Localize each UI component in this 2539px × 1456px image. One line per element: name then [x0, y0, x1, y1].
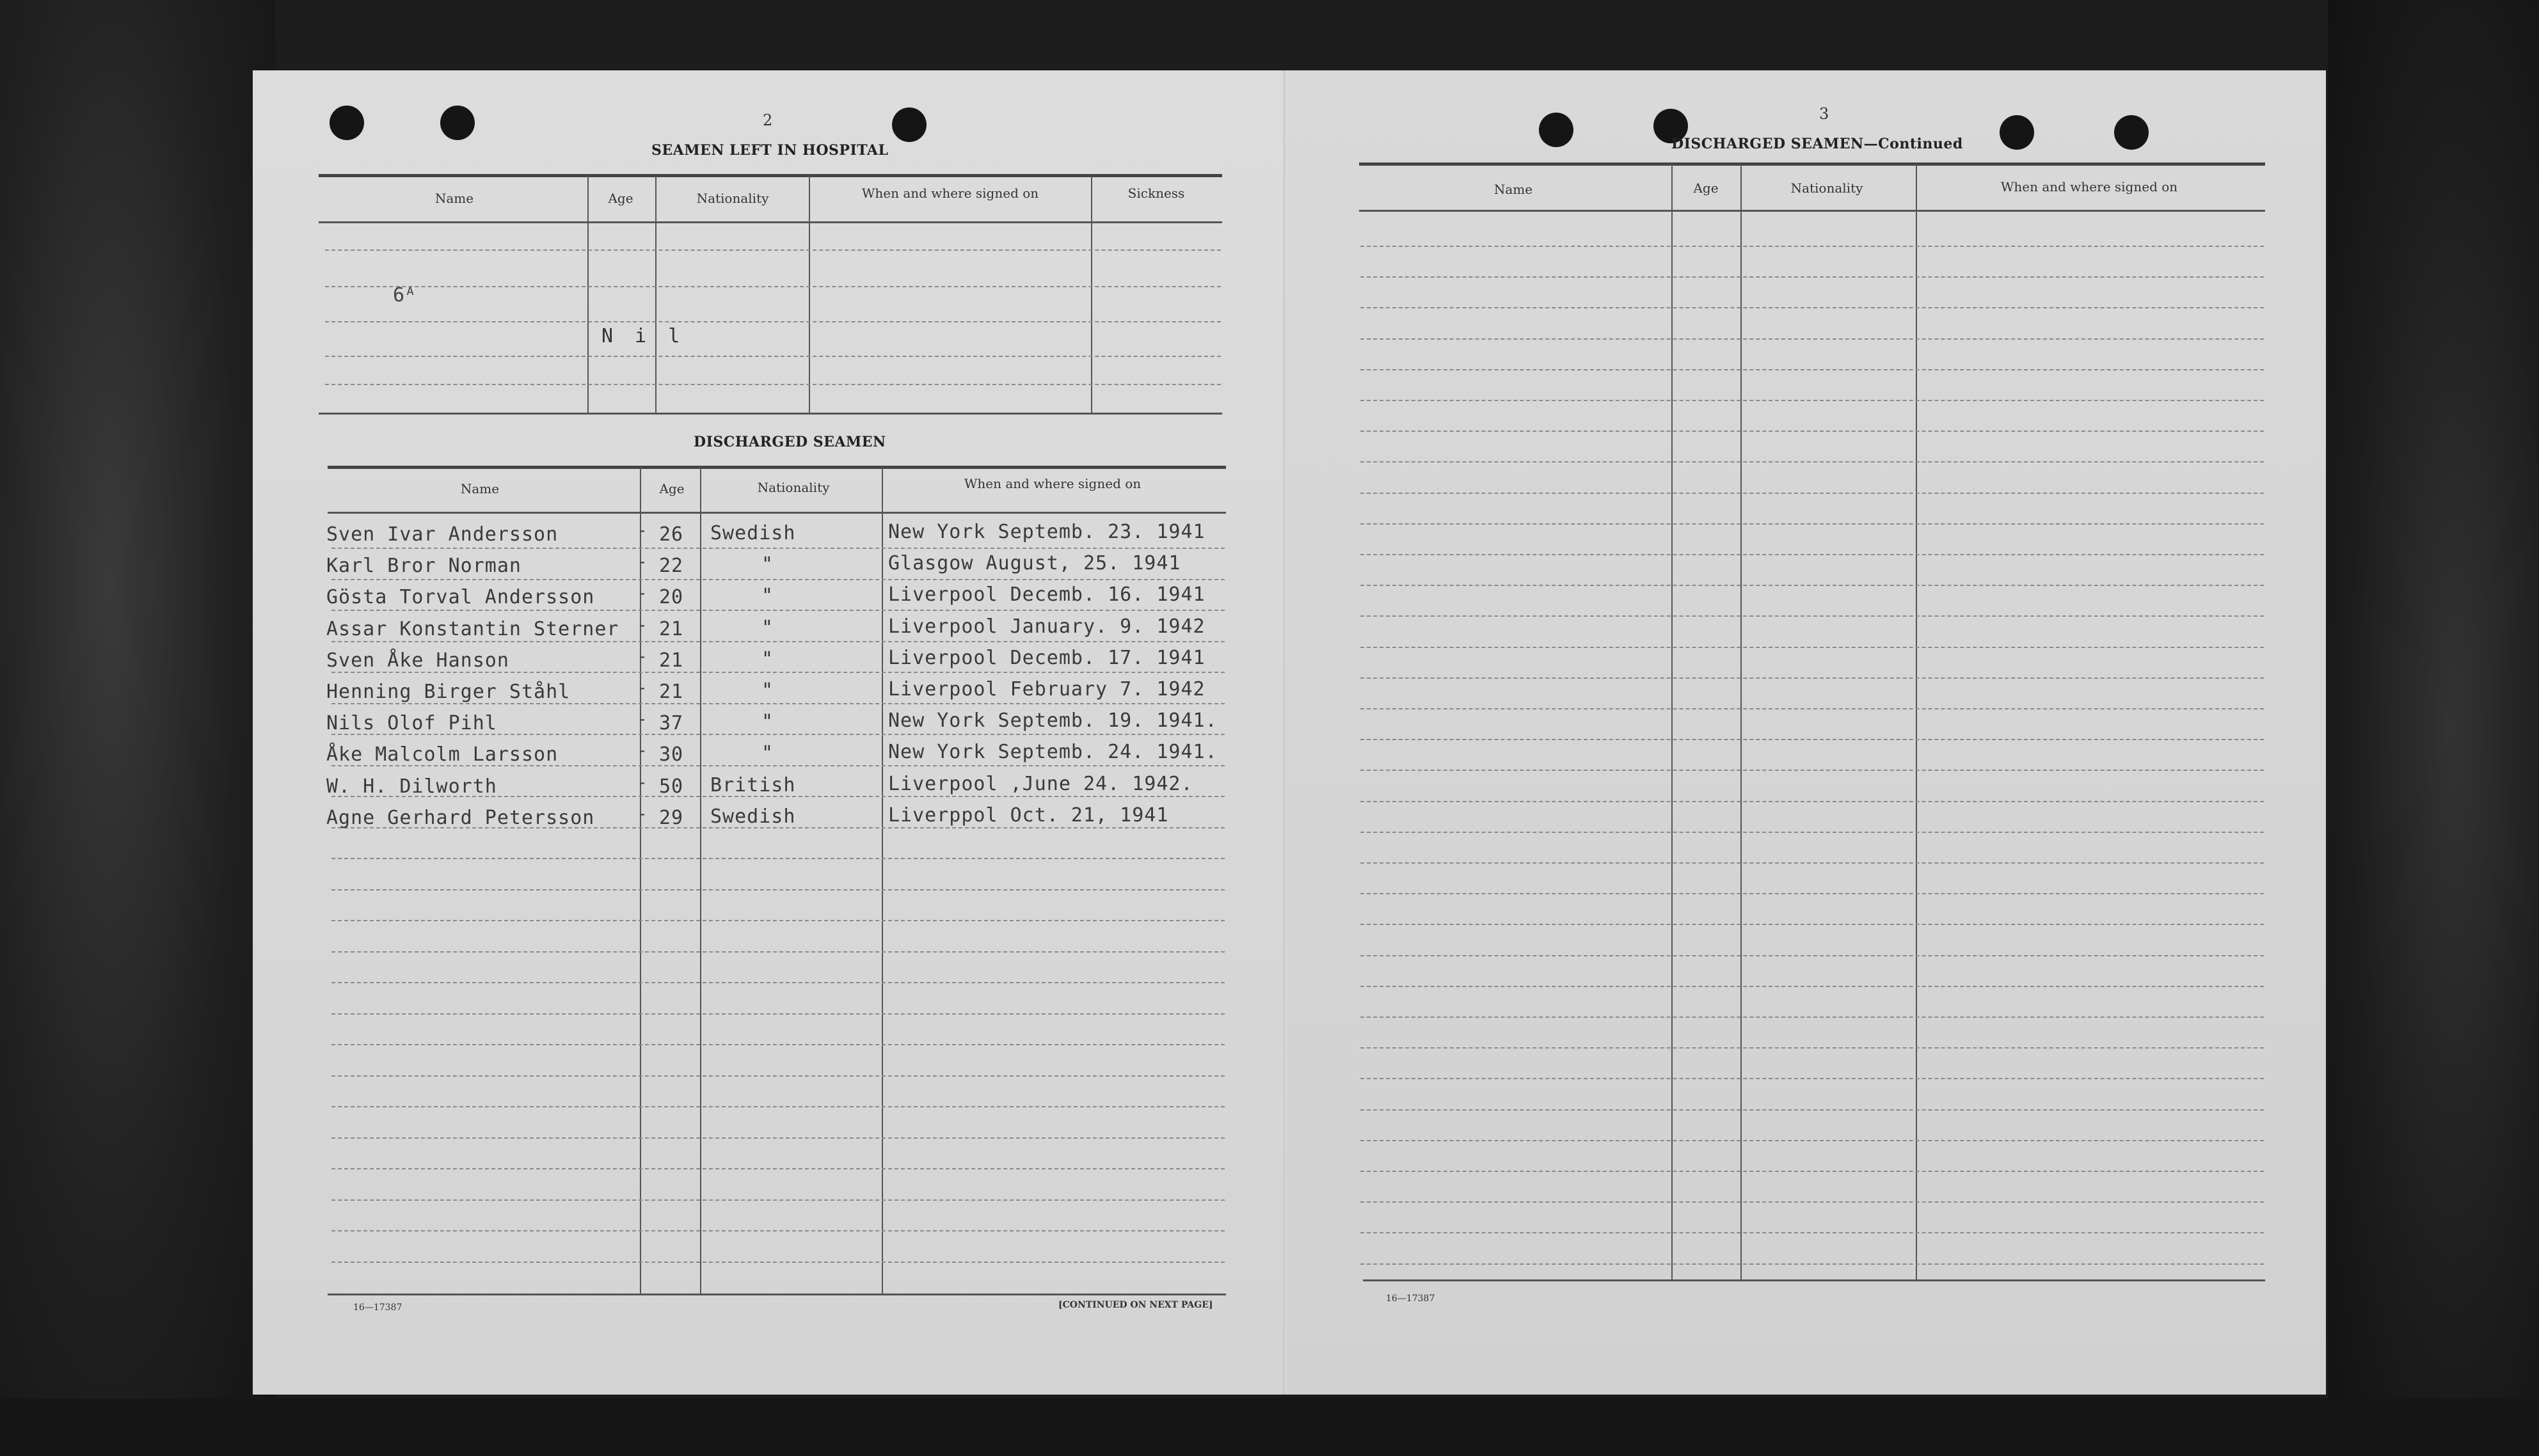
row-rule — [1360, 1140, 2264, 1141]
seaman-name: Agne Gerhard Petersson — [326, 807, 595, 829]
row-rule — [1360, 1263, 2264, 1265]
seaman-nationality: " — [761, 742, 774, 764]
seaman-name: Gösta Torval Andersson — [326, 586, 595, 608]
column-divider — [882, 467, 883, 1294]
row-rule — [331, 1013, 1225, 1015]
tick-mark: - — [637, 803, 648, 824]
right-page — [1286, 70, 2326, 1395]
column-divider — [655, 175, 657, 415]
row-rule — [1360, 246, 2264, 247]
column-header-name: Name — [434, 191, 474, 206]
seaman-age: 21 — [659, 681, 684, 703]
seaman-nationality: " — [761, 553, 774, 576]
seaman-name: Sven Ivar Andersson — [326, 523, 559, 546]
seaman-name: Assar Konstantin Sterner — [326, 618, 619, 640]
punch-hole — [2114, 115, 2149, 150]
seaman-signed-on: New York Septemb. 19. 1941. — [888, 709, 1218, 732]
row-rule — [1360, 1109, 2264, 1111]
row-rule — [1360, 1232, 2264, 1233]
row-rule — [331, 920, 1225, 921]
row-rule — [1360, 523, 2264, 525]
row-rule — [1360, 1078, 2264, 1079]
column-divider — [1916, 164, 1917, 1281]
row-rule — [1360, 647, 2264, 648]
seaman-name: Sven Åke Hanson — [326, 649, 509, 672]
row-rule — [325, 356, 1221, 357]
row-rule — [1360, 1047, 2264, 1048]
seaman-signed-on: New York Septemb. 24. 1941. — [888, 741, 1218, 763]
tick-mark: - — [637, 645, 648, 667]
row-rule — [331, 951, 1225, 953]
row-rule — [1360, 677, 2264, 679]
tick-mark: - — [637, 582, 648, 603]
column-header-sickness: Sickness — [1127, 186, 1185, 201]
tick-mark: - — [637, 708, 648, 729]
seaman-nationality: " — [761, 585, 774, 607]
row-rule — [1360, 893, 2264, 894]
scan-border-bottom — [0, 1398, 2539, 1456]
seaman-name: Henning Birger Ståhl — [326, 681, 571, 703]
row-rule — [325, 321, 1221, 322]
row-rule — [1360, 554, 2264, 555]
column-header-name: Name — [1493, 182, 1533, 197]
row-rule — [331, 1199, 1225, 1201]
row-rule — [1360, 955, 2264, 956]
table-bottom-rule — [328, 1294, 1226, 1295]
tick-mark: - — [637, 677, 648, 698]
table-rule — [328, 466, 1226, 469]
column-header-age: Age — [608, 191, 633, 206]
row-rule — [1360, 431, 2264, 432]
scan-border-left — [0, 0, 275, 1456]
continued-heading: DISCHARGED SEAMEN—Continued — [1671, 136, 1963, 152]
seaman-nationality: Swedish — [710, 805, 796, 828]
column-header-nationality: Nationality — [696, 191, 769, 206]
tick-mark: - — [637, 740, 648, 761]
seaman-signed-on: Glasgow August, 25. 1941 — [888, 552, 1181, 574]
seaman-signed-on: Liverpool February 7. 1942 — [888, 678, 1206, 700]
row-rule — [331, 1262, 1225, 1263]
table-rule — [1359, 162, 2265, 166]
row-rule — [331, 672, 1225, 673]
seaman-nationality: " — [761, 617, 774, 639]
seaman-signed-on: Liverpool ,June 24. 1942. — [888, 773, 1193, 795]
seaman-age: 20 — [659, 586, 684, 608]
column-header-nationality: Nationality — [1790, 180, 1863, 196]
column-header-nationality: Nationality — [757, 480, 830, 495]
punch-hole — [892, 107, 927, 142]
tick-mark: - — [637, 772, 648, 793]
discharged-heading: DISCHARGED SEAMEN — [694, 434, 886, 450]
seaman-age: 21 — [659, 618, 684, 640]
hospital-heading: SEAMEN LEFT IN HOSPITAL — [651, 142, 889, 159]
seaman-signed-on: Liverpool January. 9. 1942 — [888, 615, 1206, 638]
column-header-age: Age — [1693, 180, 1719, 196]
form-number: 16—17387 — [1386, 1294, 1435, 1304]
handwritten-mark: 6ᴬ — [393, 284, 417, 306]
table-bottom-rule — [319, 413, 1222, 415]
row-rule — [331, 858, 1225, 859]
row-rule — [1360, 1201, 2264, 1203]
row-rule — [1360, 400, 2264, 401]
seaman-age: 37 — [659, 712, 684, 734]
seaman-age: 29 — [659, 807, 684, 829]
column-divider — [1091, 175, 1092, 415]
column-header-name: Name — [460, 481, 500, 496]
row-rule — [1360, 461, 2264, 463]
row-rule — [1360, 1171, 2264, 1172]
seaman-nationality: " — [761, 711, 774, 733]
scan-border-right — [2328, 0, 2539, 1456]
seaman-age: 22 — [659, 555, 684, 577]
row-rule — [331, 1106, 1225, 1107]
table-bottom-rule — [1363, 1279, 2265, 1281]
seaman-nationality: " — [761, 648, 774, 670]
page-number: 3 — [1819, 105, 1829, 123]
row-rule — [331, 1044, 1225, 1045]
seaman-age: 30 — [659, 743, 684, 766]
column-header-age: Age — [659, 481, 685, 496]
seaman-signed-on: Liverpool Decemb. 16. 1941 — [888, 583, 1206, 606]
header-rule — [1359, 210, 2265, 212]
seaman-signed-on: Liverpool Decemb. 17. 1941 — [888, 647, 1206, 669]
row-rule — [1360, 338, 2264, 340]
row-rule — [331, 982, 1225, 983]
row-rule — [331, 703, 1225, 704]
column-divider — [1671, 164, 1673, 1281]
column-header-signed-on: When and where signed on — [2000, 179, 2178, 194]
table-rule — [319, 174, 1222, 177]
row-rule — [1360, 832, 2264, 833]
tick-mark: - — [637, 551, 648, 572]
row-rule — [331, 889, 1225, 890]
row-rule — [1360, 1017, 2264, 1018]
row-rule — [331, 1137, 1225, 1139]
row-rule — [1360, 801, 2264, 802]
row-rule — [1360, 986, 2264, 987]
row-rule — [331, 610, 1225, 611]
seaman-age: 50 — [659, 775, 684, 798]
row-rule — [331, 641, 1225, 642]
row-rule — [1360, 708, 2264, 709]
punch-hole — [1539, 113, 1573, 147]
tick-mark: - — [637, 519, 648, 541]
seaman-nationality: British — [710, 774, 796, 796]
header-rule — [328, 512, 1226, 514]
seaman-name: Karl Bror Norman — [326, 555, 521, 577]
row-rule — [331, 579, 1225, 580]
seaman-age: 26 — [659, 523, 684, 546]
punch-hole — [2000, 115, 2034, 150]
row-rule — [1360, 369, 2264, 370]
row-rule — [1360, 585, 2264, 586]
row-rule — [1360, 924, 2264, 925]
row-rule — [331, 548, 1225, 549]
form-number: 16—17387 — [353, 1302, 402, 1313]
punch-hole — [330, 106, 364, 140]
seaman-name: W. H. Dilworth — [326, 775, 497, 798]
column-divider — [1740, 164, 1742, 1281]
page-number: 2 — [763, 111, 773, 129]
row-rule — [1360, 493, 2264, 494]
seaman-nationality: Swedish — [710, 522, 796, 544]
header-rule — [319, 221, 1222, 223]
row-rule — [331, 1230, 1225, 1231]
row-rule — [1360, 739, 2264, 740]
row-rule — [1360, 862, 2264, 864]
row-rule — [331, 1075, 1225, 1077]
column-divider — [587, 175, 589, 415]
column-header-signed-on: When and where signed on — [861, 186, 1039, 201]
punch-hole — [440, 106, 475, 140]
seaman-signed-on: Liverppol Oct. 21, 1941 — [888, 804, 1169, 827]
scan-border-top — [0, 0, 2539, 70]
seaman-age: 21 — [659, 649, 684, 672]
column-divider — [700, 467, 701, 1294]
tick-mark: - — [637, 614, 648, 635]
row-rule — [325, 384, 1221, 385]
seaman-name: Åke Malcolm Larsson — [326, 743, 559, 766]
row-rule — [325, 286, 1221, 287]
column-header-signed-on: When and where signed on — [964, 476, 1142, 491]
row-rule — [1360, 307, 2264, 308]
seaman-signed-on: New York Septemb. 23. 1941 — [888, 521, 1206, 543]
row-rule — [1360, 276, 2264, 278]
row-rule — [331, 1168, 1225, 1169]
continued-note: [CONTINUED ON NEXT PAGE] — [1058, 1300, 1213, 1310]
seaman-nationality: " — [761, 679, 774, 702]
row-rule — [325, 249, 1221, 251]
row-rule — [1360, 770, 2264, 771]
seaman-name: Nils Olof Pihl — [326, 712, 497, 734]
row-rule — [1360, 615, 2264, 617]
column-divider — [809, 175, 810, 415]
hospital-entry-nil: N i l — [601, 325, 685, 347]
